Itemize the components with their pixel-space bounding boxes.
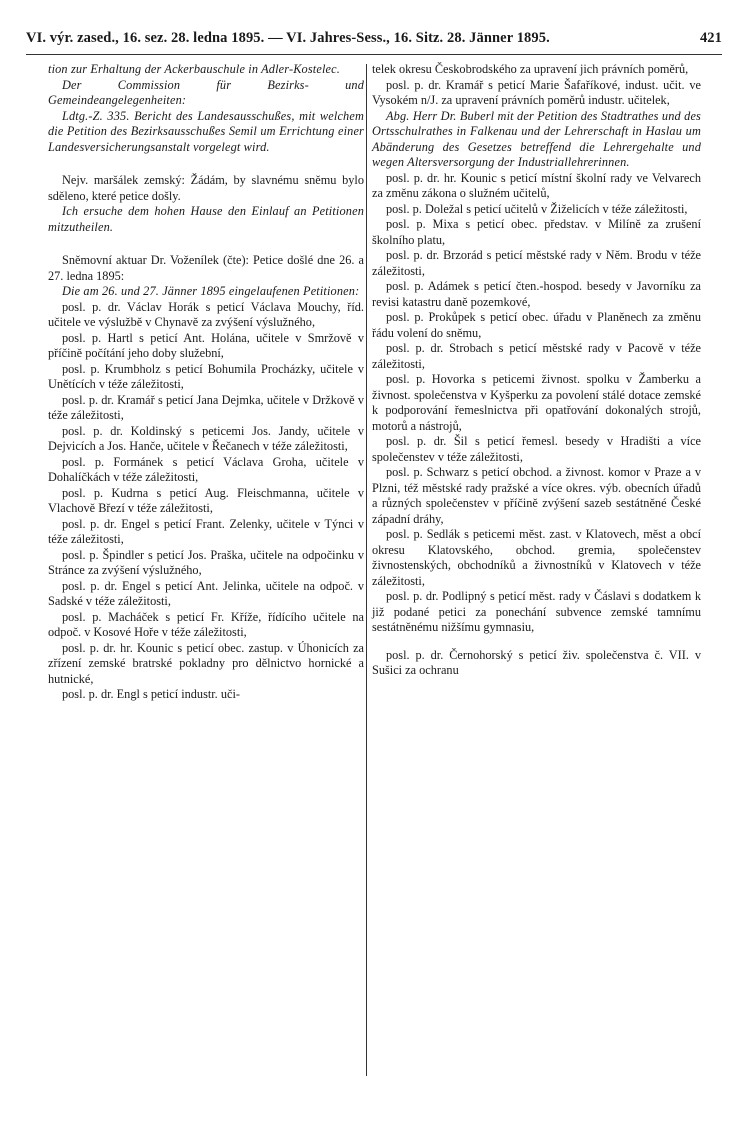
- petition-entry: posl. p. Hovorka s peticemi živnost. spolku v Žamberku a živnost. společenstva v Kyšperku za povolení stálé dotace zemské k podporování řemeslnictva při opatřování dokonalých strojů, motorů a nástrojů,: [372, 372, 701, 433]
- petition-entry: Abg. Herr Dr. Buberl mit der Petition des Stadtrathes und des Ortsschulrathes in Falkenau und der Lehrerschaft in Haslau um Abänderung des Gesetzes betreffend die Lehrergehalte und wegen Altersversorgung der Industriallehrerinnen.: [372, 108, 701, 169]
- petition-entry: posl. p. Prokůpek s peticí obec. úřadu v Planěnech za změnu řádu volení do sněmu,: [372, 310, 701, 340]
- paragraph: Ich ersuche dem hohen Hause den Einlauf an Petitionen mitzutheilen.: [48, 204, 364, 234]
- petition-entry: posl. p. Krumbholz s peticí Bohumila Procházky, učitele v Unětících v téže záležitosti,: [48, 361, 364, 391]
- paragraph: tion zur Erhaltung der Ackerbauschule in Adler-Kostelec.: [48, 62, 340, 76]
- petition-entry: posl. p. dr. Strobach s peticí městské rady v Pacově v téže záležitosti,: [372, 341, 701, 371]
- petition-entry: posl. p. Špindler s peticí Jos. Praška, učitele na odpočinku v Stránce za zvýšení výslužného,: [48, 547, 364, 577]
- petition-entry: posl. p. Mixa s peticí obec. představ. v Milíně za zrušení školního platu,: [372, 217, 701, 247]
- petition-entry: posl. p. dr. Šil s peticí řemesl. besedy v Hradišti a více společenstev v téže záležitosti,: [372, 434, 701, 464]
- petition-entry: posl. p. dr. Engl s peticí industr. uči-: [62, 687, 240, 701]
- petition-entry: posl. p. dr. Engel s peticí Frant. Zelenky, učitele v Týnci v téže záležitosti,: [48, 516, 364, 546]
- petition-entry: posl. p. Hartl s peticí Ant. Holána, učitele v Smržově v příčině počítání jeho doby služební,: [48, 330, 364, 360]
- right-column: [372, 62, 701, 679]
- header-title: VI. výr. zased., 16. sez. 28. ledna 1895. — VI. Jahres-Sess., 16. Sitz. 28. Jänner 1895.: [26, 30, 550, 46]
- speaker-paragraph: Nejv. maršálek zemský: Žádám, by slavnému sněmu bylo sděleno, které petice došly.: [48, 173, 364, 203]
- petition-entry: posl. p. Sedlák s peticemi měst. zast. v Klatovech, měst a obcí okresu Klatovského, obchod. gremia, společenstev živnostenských, obchodníků a živnostníků v Klatovech v téže záležitosti,: [372, 527, 701, 588]
- petition-entry: telek okresu Českobrodského za upravení jich právních poměrů,: [372, 62, 689, 76]
- paragraph: Die am 26. und 27. Jänner 1895 eingelaufenen Petitionen:: [62, 284, 360, 298]
- paragraph: Der Commission für Bezirks- und Gemeindeangelegenheiten:: [48, 77, 364, 107]
- petition-entry: posl. p. dr. Černohorský s peticí živ. společenstva č. VII. v Sušici za ochranu: [372, 647, 701, 677]
- petition-entry: posl. p. dr. hr. Kounic s peticí obec. zastup. v Úhonicích za zřízení zemské bratrské pokladny pro dělnictvo hornické a hutnické,: [48, 640, 364, 686]
- speaker-paragraph: Sněmovní aktuar Dr. Voženílek (čte): Petice došlé dne 26. a 27. ledna 1895:: [48, 253, 364, 283]
- petition-entry: posl. p. dr. Koldinský s peticemi Jos. Jandy, učitele v Dejvicích a Jos. Hanče, učitele v Řečanech v téže záležitosti,: [48, 423, 364, 453]
- petition-entry: posl. p. dr. Václav Horák s peticí Václava Mouchy, říd. učitele ve výslužbě v Chynavě za zvýšení výslužného,: [48, 299, 364, 329]
- petition-entry: posl. p. dr. Kramář s peticí Jana Dejmka, učitele v Držkově v téže záležitosti,: [48, 392, 364, 422]
- petition-entry: posl. p. Doležal s peticí učitelů v Žiželicích v téže záležitosti,: [386, 201, 688, 216]
- petition-entry: posl. p. Schwarz s peticí obchod. a živnost. komor v Praze a v Plzni, též městské rady pražské a více okres. výb. obecních úřadů a různých společenstev v příčině zvýšení sazeb sestátněné České západní dráhy,: [372, 465, 701, 526]
- petition-entry: posl. p. Macháček s peticí Fr. Kříže, řídícího učitele na odpoč. v Kosové Hoře v téže záležitosti,: [48, 609, 364, 639]
- petition-entry: posl. p. dr. Kramář s peticí Marie Šafaříkové, indust. učit. ve Vysokém n/J. za upravení právních poměrů industr. učitelek,: [372, 77, 701, 107]
- petition-entry: posl. p. Kudrna s peticí Aug. Fleischmanna, učitele v Vlachově Březí v téže záležitosti,: [48, 485, 364, 515]
- petition-entry: posl. p. Formánek s peticí Václava Groha, učitele v Dohalíčkách v téže záležitosti,: [48, 454, 364, 484]
- page-number: 421: [699, 30, 722, 46]
- running-header: [26, 30, 722, 47]
- petition-entry: posl. p. Adámek s peticí čten.-hospod. besedy v Javorníku za revisi katastru daně pozemkové,: [372, 279, 701, 309]
- petition-entry: posl. p. dr. hr. Kounic s peticí místní školní rady ve Velvarech za změnu zákona o služném učitelů,: [372, 170, 701, 200]
- petition-entry: posl. p. dr. Podlipný s peticí měst. rady v Čáslavi s dodatkem k již podané petici za ponechání subvence zemské tamnímu sestátněnému nižšímu gymnasiu,: [372, 589, 701, 634]
- column-divider: [366, 64, 367, 1076]
- paragraph: Ldtg.-Z. 335. Bericht des Landesausschußes, mit welchem die Petition des Bezirksausschußes Semil um Errichtung einer Landesversicherungsanstalt vorgelegt wird.: [48, 108, 364, 154]
- header-rule: [26, 54, 722, 55]
- petition-entry: posl. p. dr. Engel s peticí Ant. Jelinka, učitele na odpoč. v Sadské v téže záležitosti,: [48, 578, 364, 608]
- left-column: [48, 62, 364, 703]
- petition-entry: posl. p. dr. Brzorád s peticí městské rady v Něm. Brodu v téže záležitosti,: [372, 248, 701, 278]
